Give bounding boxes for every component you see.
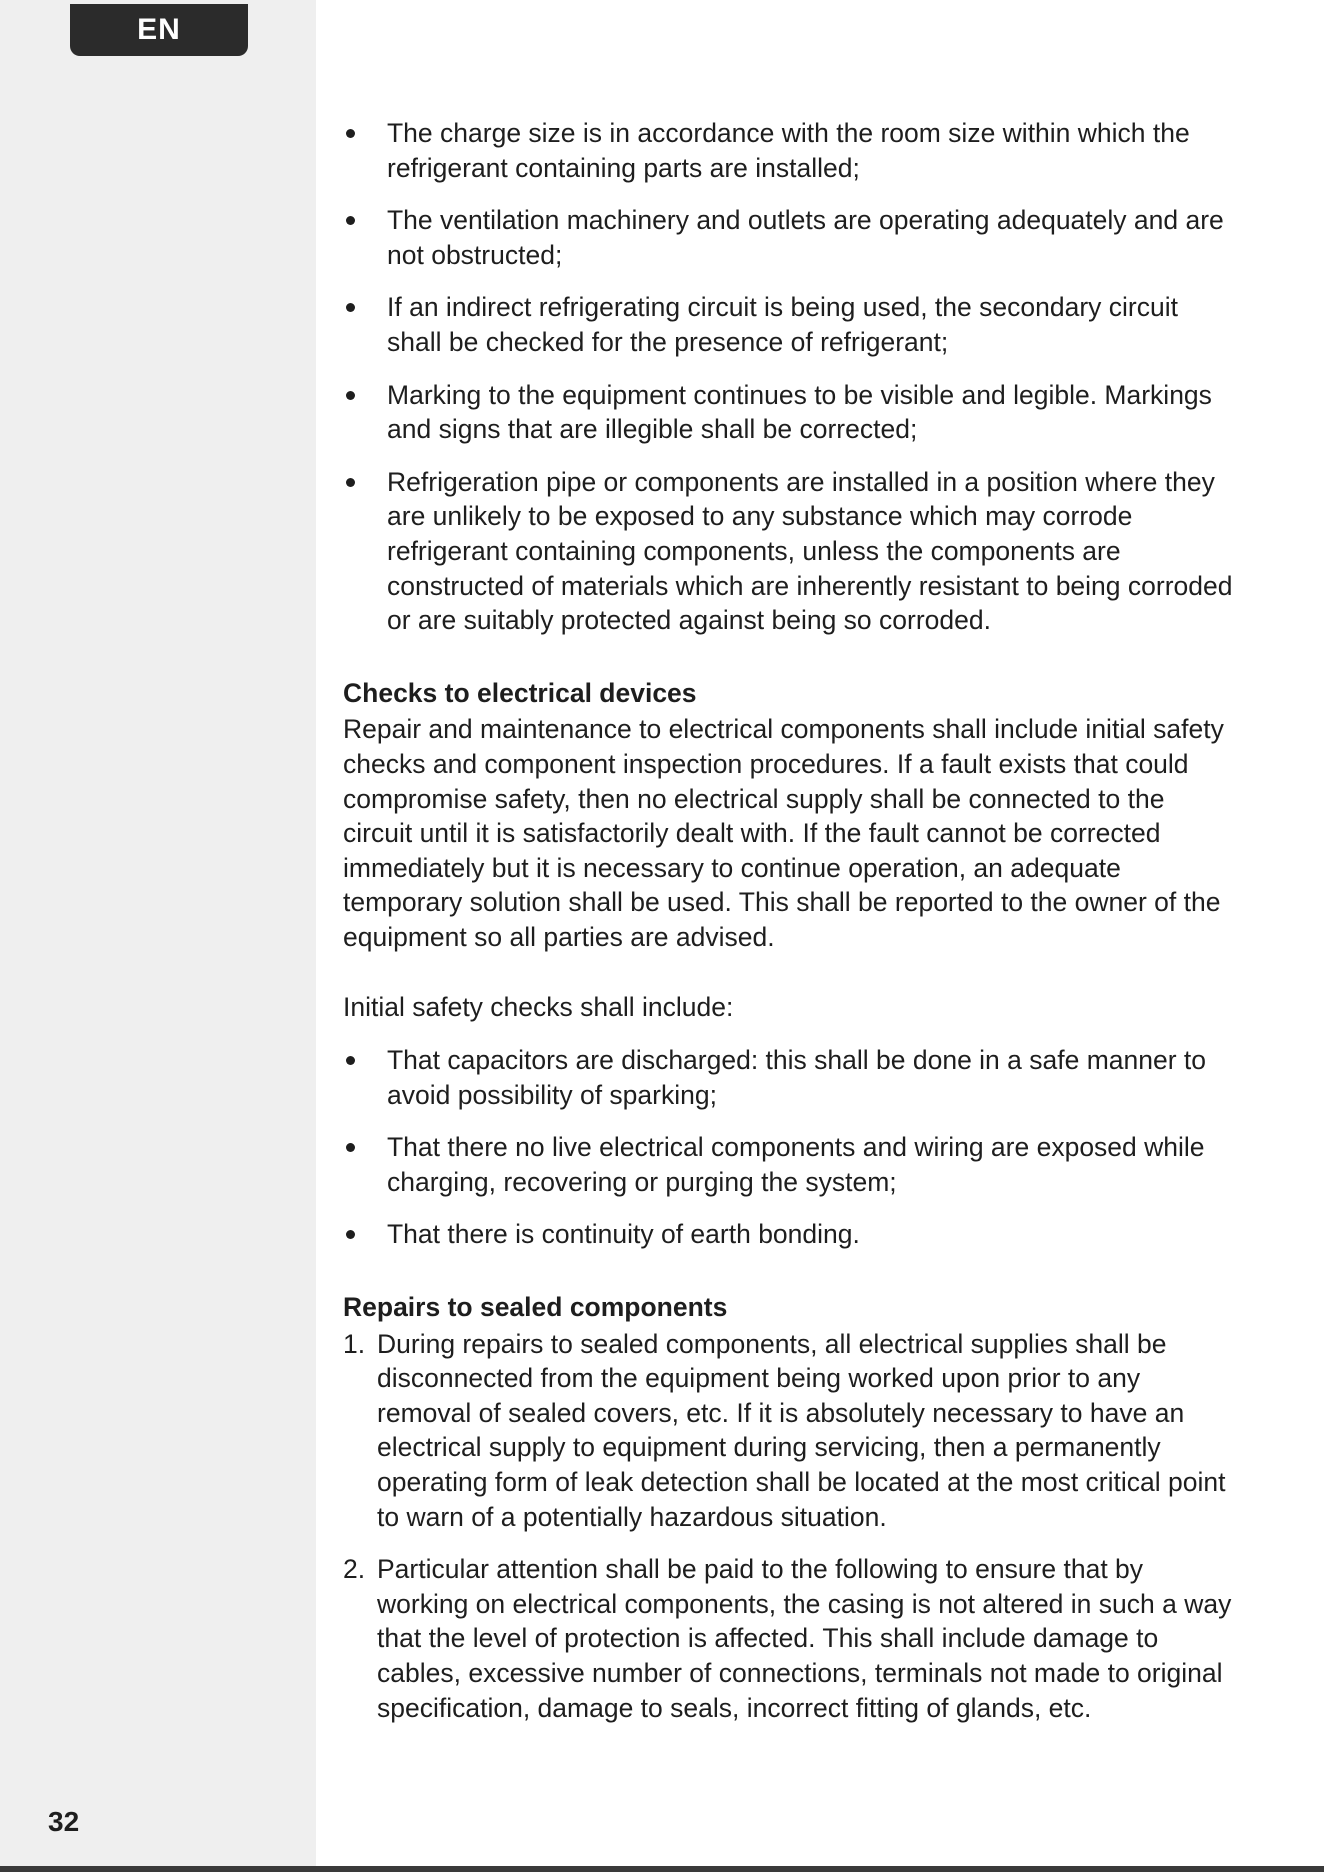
item-text: During repairs to sealed components, all electrical supplies shall be disconnected from the equipment being worked upon prior to any removal of sealed covers, etc. If it is absolutely necessary to have an electrical supply to equipment during servicing, then a permanently operating form of leak detection shall be located at the most critical point to warn of a potentially hazardous situation. <box>377 1328 1226 1532</box>
item-number: 2. <box>343 1554 366 1585</box>
numbered-item <box>343 1552 1235 1725</box>
list-item: The ventilation machinery and outlets are operating adequately and are not obstructed; <box>343 203 1235 272</box>
main-content <box>343 116 1235 1743</box>
item-text: Particular attention shall be paid to the following to ensure that by working on electrical components, the casing is not altered in such a way that the level of protection is affected. This shall include damage to cables, excessive number of connections, terminals not made to original specification, damage to seals, incorrect fitting of glands, etc. <box>377 1554 1232 1723</box>
list-item: That capacitors are discharged: this shall be done in a safe manner to avoid possibility of sparking; <box>343 1043 1235 1112</box>
page-number: 32 <box>48 1806 80 1837</box>
language-tab: EN <box>70 4 248 56</box>
list-item: That there is continuity of earth bonding. <box>343 1217 1235 1252</box>
electrical-checks-body: Repair and maintenance to electrical components shall include initial safety checks and component inspection procedures. If a fault exists that could compromise safety, then no electrical supply shall be connected to the circuit until it is satisfactorily dealt with. If the fault cannot be corrected immediately but it is necessary to continue operation, an adequate temporary solution shall be used. This shall be reported to the owner of the equipment so all parties are advised. <box>343 714 1224 952</box>
section-heading-electrical-checks: Checks to electrical devices <box>343 677 697 708</box>
safety-checks-bullet-list <box>343 1043 1235 1252</box>
list-item: The charge size is in accordance with the room size within which the refrigerant containing parts are installed; <box>343 116 1235 185</box>
list-item: Refrigeration pipe or components are installed in a position where they are unlikely to be exposed to any substance which may corrode refrigerant containing components, unless the components are constructed of materials which are inherently resistant to being corroded or are suitably protected against being so corroded. <box>343 465 1235 638</box>
numbered-item <box>343 1327 1235 1535</box>
list-item: Marking to the equipment continues to be visible and legible. Markings and signs that are illegible shall be corrected; <box>343 378 1235 447</box>
intro-bullet-list <box>343 116 1235 638</box>
list-item: If an indirect refrigerating circuit is being used, the secondary circuit shall be checked for the presence of refrigerant; <box>343 290 1235 359</box>
page-sidebar <box>0 0 316 1872</box>
sealed-repairs-numbered-list <box>343 1327 1235 1726</box>
item-number: 1. <box>343 1328 366 1359</box>
list-item: That there no live electrical components and wiring are exposed while charging, recovering or purging the system; <box>343 1130 1235 1199</box>
section-heading-sealed-repairs: Repairs to sealed components <box>343 1292 728 1323</box>
safety-checks-intro: Initial safety checks shall include: <box>343 992 734 1023</box>
bottom-rule <box>0 1866 1324 1872</box>
